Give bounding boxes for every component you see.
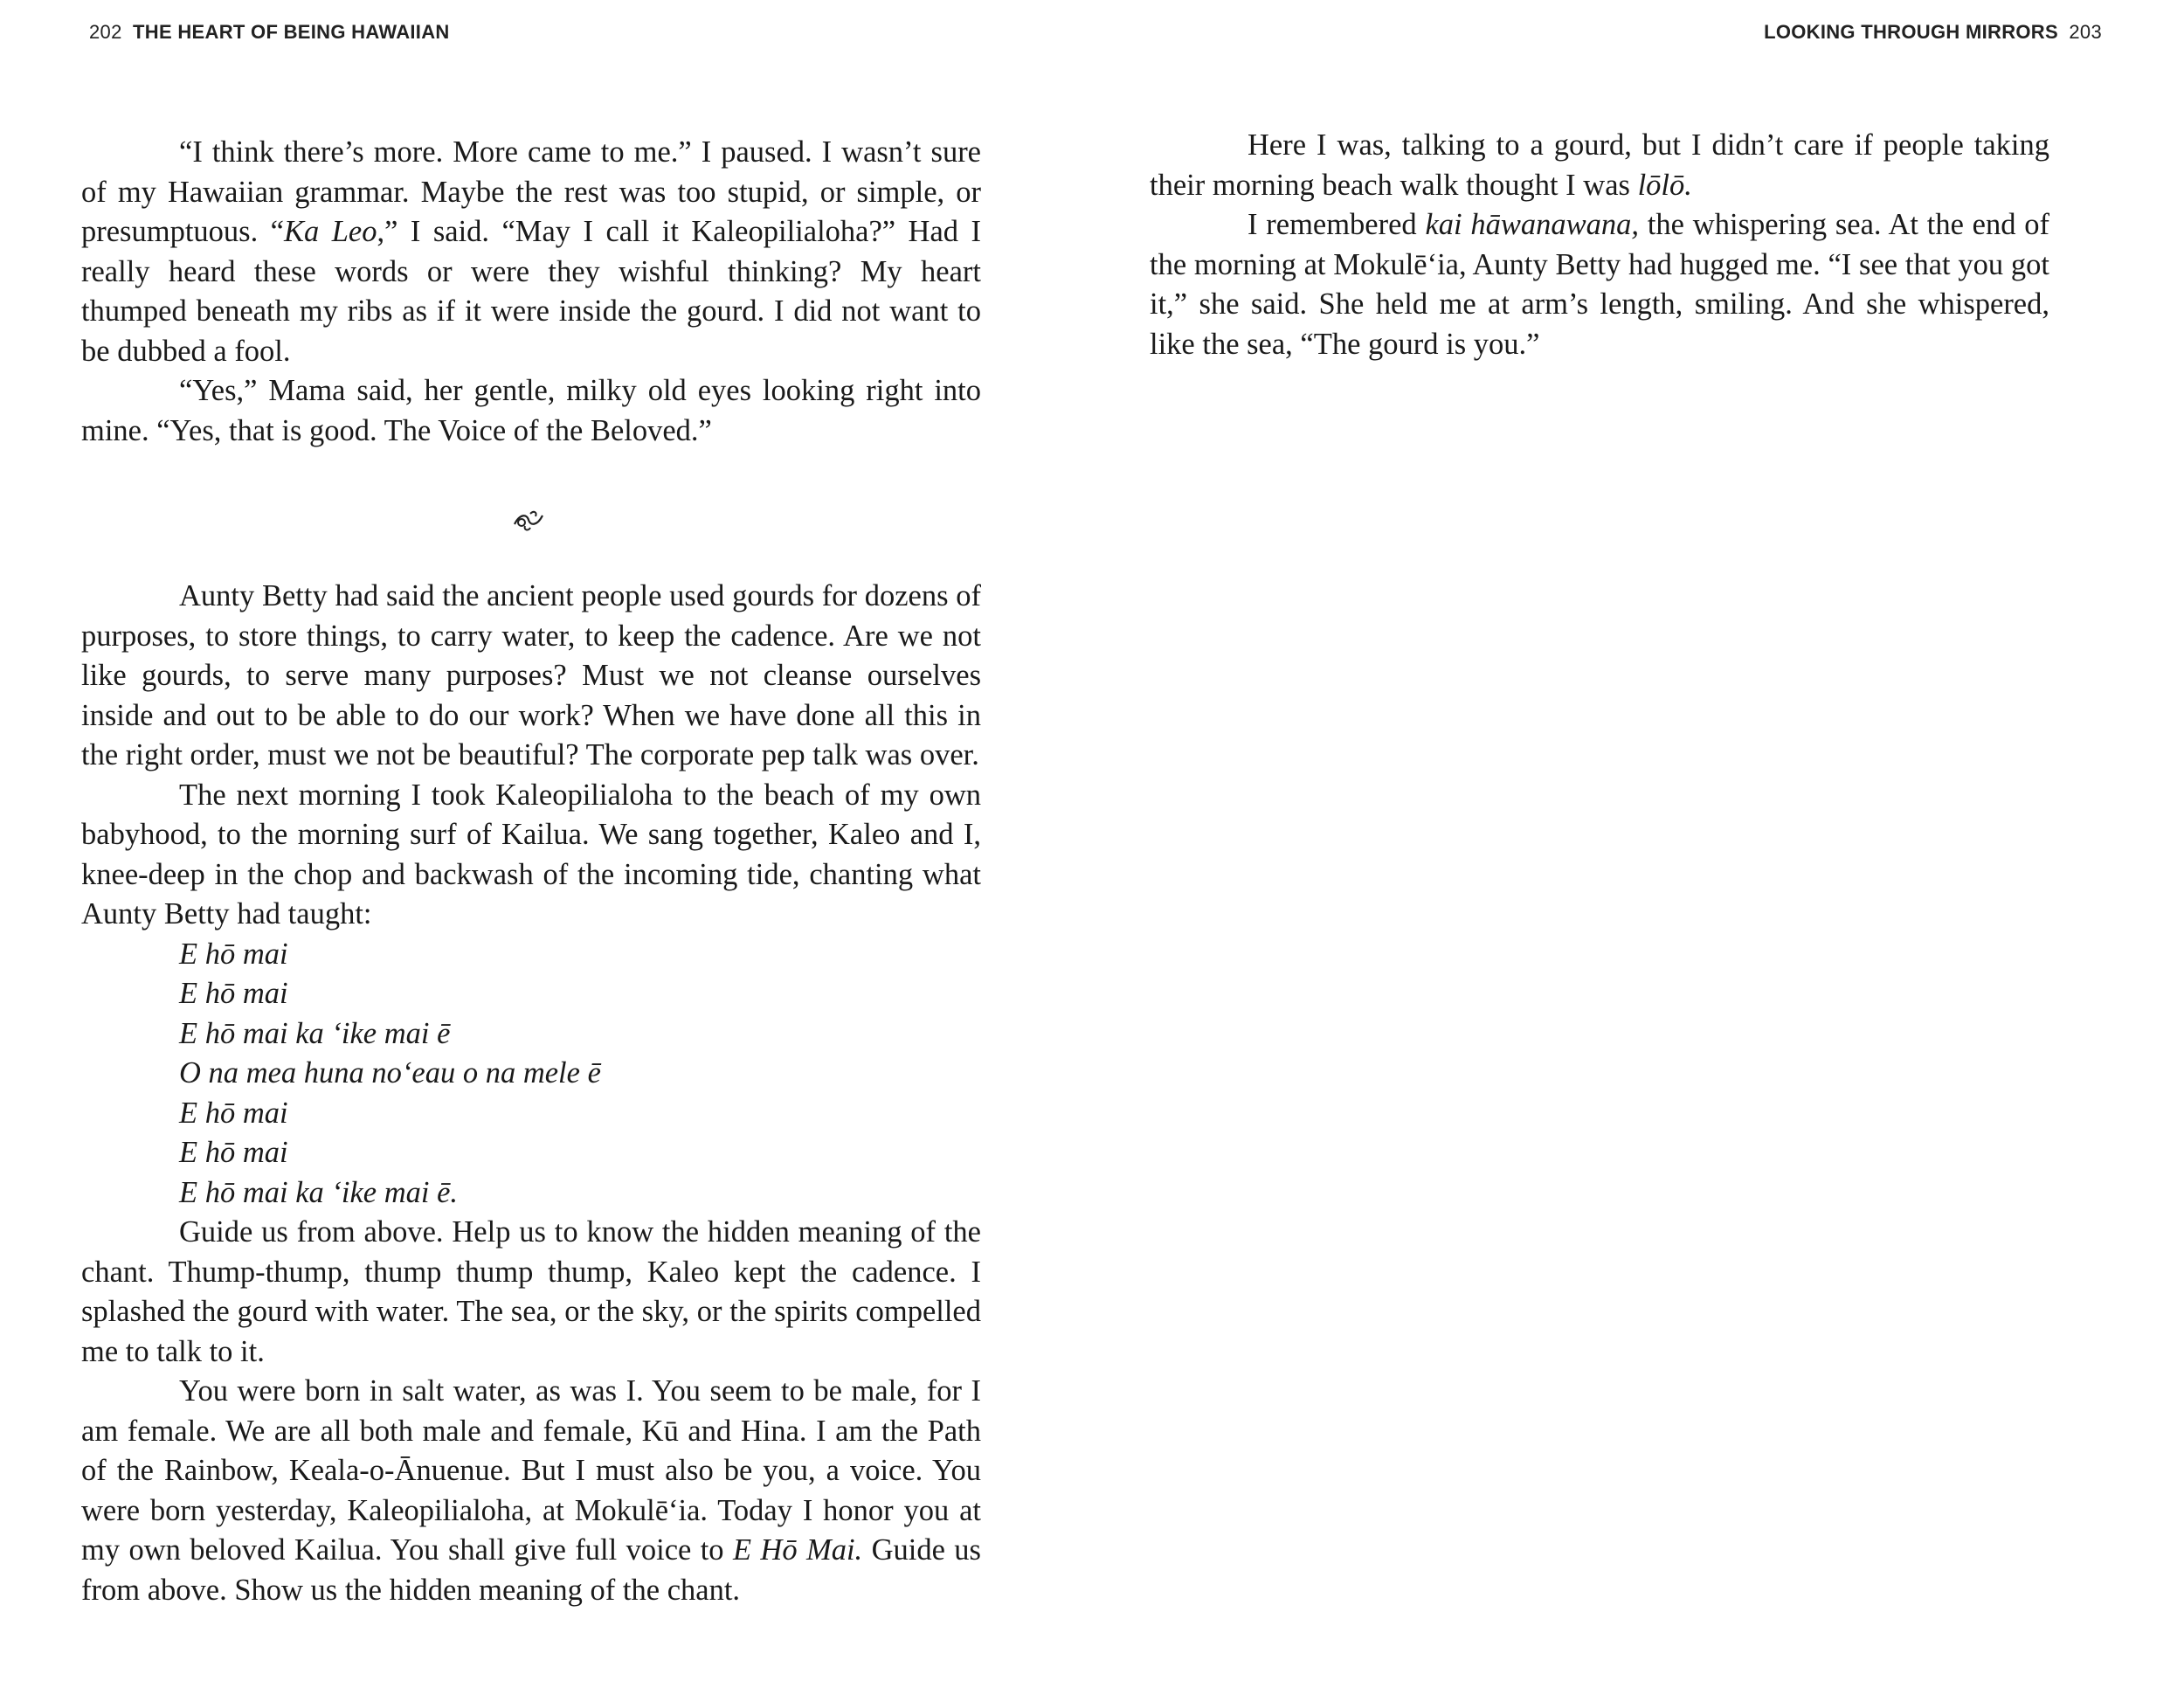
chant-verse — [81, 935, 981, 1214]
paragraph: “Yes,” Mama said, her gentle, milky old eyes looking right into mine. “Yes, that is good. The Voice of the Beloved.” — [81, 374, 981, 447]
text-run: I remembered — [1248, 208, 1426, 241]
paragraph — [1150, 126, 2049, 205]
right-section-1 — [1150, 126, 2049, 364]
italic-run: kai hāwanawana, — [1425, 208, 1640, 241]
chant-line: E hō mai ka ‘ike mai ē. — [179, 1175, 459, 1209]
paragraph — [81, 1372, 981, 1610]
text-run: ,” I said. “May I call it Kaleopilialoha?” Had I really heard these words or were they wishful thinking? My heart thumped beneath my ribs as if it were inside the gourd. I did not want to be dubbed a fool. — [81, 215, 981, 368]
chant-line: E hō mai — [179, 1096, 288, 1130]
right-page — [1092, 0, 2184, 1688]
chant-line: E hō mai — [179, 937, 288, 971]
chant-line: E hō mai — [179, 977, 288, 1010]
text-run: “I think there’s more. More came to me.” I paused. I wasn’t sure of my Hawaiian grammar. Maybe the rest was too stupid, or simple, or presumptuous. “ — [81, 135, 981, 248]
section-break-ornament-icon — [511, 507, 546, 533]
right-running-head — [1764, 21, 2107, 44]
paragraph: The next morning I took Kaleopilialoha to the beach of my own babyhood, to the morning surf of Kailua. We sang together, Kaleo and I, knee-deep in the chop and backwash of the incoming tide, chanting what Aunty Betty had taught: — [81, 778, 981, 930]
chant-line: O na mea huna no‘eau o na mele ē — [179, 1056, 601, 1090]
paragraph — [81, 133, 981, 371]
italic-run: Ka Leo — [283, 215, 377, 248]
italic-run: E Hō Mai. — [732, 1533, 863, 1567]
left-section-1 — [81, 133, 981, 451]
right-page-number: 203 — [2069, 21, 2102, 43]
text-run: Here I was, talking to a gourd, but I didn’t care if people taking their morning beach walk thought I was — [1150, 128, 2049, 202]
right-running-title: LOOKING THROUGH MIRRORS — [1764, 21, 2058, 43]
italic-run: lōlō. — [1637, 168, 1692, 202]
text-run: the whispering sea. At the end of the morning at Mokulē‘ia, Aunty Betty had hugged me. “I see that you got it,” she said. She held me at arm’s length, smiling. And she whispered, like the sea, “The gourd is you.” — [1150, 208, 2050, 361]
paragraph: Aunty Betty had said the ancient people used gourds for dozens of purposes, to store things, to carry water, to keep the cadence. Are we not like gourds, to serve many purposes? Must we not cleanse ourselves inside and out to be able to do our work? When we have done all this in the right order, must we not be beautiful? The corporate pep talk was over. — [81, 579, 981, 771]
chant-line: E hō mai — [179, 1136, 288, 1169]
text-run: Guide us from above. Show us the hidden meaning of the chant. — [81, 1533, 981, 1607]
chant-line: E hō mai ka ‘ike mai ē — [179, 1016, 451, 1050]
left-running-title: THE HEART OF BEING HAWAIIAN — [133, 21, 450, 43]
left-running-head — [84, 21, 450, 44]
paragraph: Guide us from above. Help us to know the hidden meaning of the chant. Thump-thump, thump thump thump, Kaleo kept the cadence. I splashed the gourd with water. The sea, or the sky, or the spirits compelled me to talk to it. — [81, 1215, 981, 1368]
text-run: You were born in salt water, as was I. You seem to be male, for I am female. We are all both male and female, Kū and Hina. I am the Path of the Rainbow, Keala-o-Ānuenue. But I must also be you, a voice. You were born yesterday, Kaleopilialoha, at Mokulē‘ia. Today I honor you at my own beloved Kailua. You shall give full voice to — [81, 1374, 981, 1567]
left-section-2 — [81, 577, 981, 1610]
left-page-number: 202 — [89, 21, 122, 43]
paragraph — [1150, 205, 2049, 364]
